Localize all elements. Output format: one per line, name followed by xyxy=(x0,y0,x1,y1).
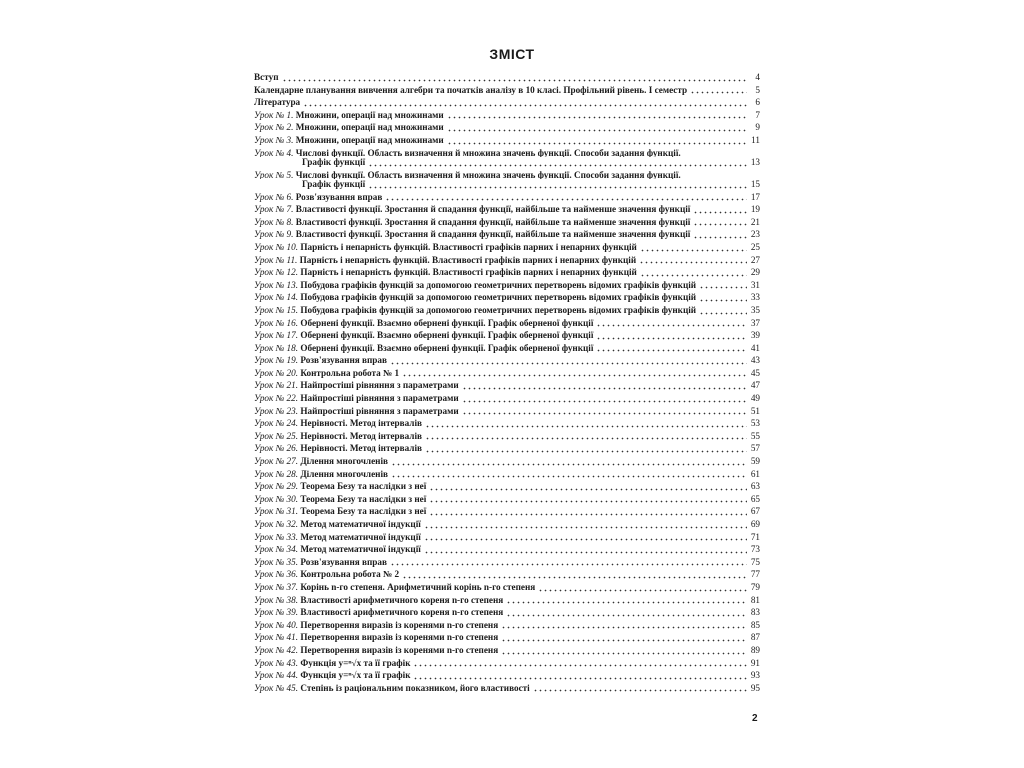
entry-page-number: 47 xyxy=(750,380,760,391)
dot-leader xyxy=(368,180,747,189)
entry-title: Парність і непарність функцій. Властивості графіків парних і непарних функцій xyxy=(300,241,637,252)
toc-entry xyxy=(254,291,760,304)
entry-page-number: 5 xyxy=(755,84,760,95)
toc-entry xyxy=(254,134,760,147)
dot-leader xyxy=(462,381,747,390)
entry-page-number: 9 xyxy=(755,122,760,133)
entry-title: Нерівності. Метод інтервалів xyxy=(300,418,422,429)
lesson-number: Урок № 3. xyxy=(254,134,294,145)
lesson-number: Урок № 6. xyxy=(254,191,294,202)
lesson-number: Урок № 40. xyxy=(254,619,299,630)
lesson-number: Урок № 26. xyxy=(254,443,299,454)
lesson-number: Урок № 18. xyxy=(254,342,299,353)
entry-title: Теорема Безу та наслідки з неї xyxy=(300,506,427,517)
entry-title: Числові функції. Область визначення й множина значень функції. Способи задання функції. xyxy=(295,169,681,179)
toc-entry xyxy=(254,619,760,632)
toc-entry xyxy=(254,644,760,657)
lesson-number: Урок № 30. xyxy=(254,493,299,504)
entry-title: Функція y=ⁿ√x та її графік xyxy=(300,657,411,668)
lesson-number: Урок № 31. xyxy=(254,506,299,517)
entry-title: Обернені функції. Взаємно обернені функції. Графік оберненої функції xyxy=(300,317,594,328)
entry-page-number: 45 xyxy=(750,367,760,378)
toc-entry xyxy=(254,379,760,392)
lesson-number: Урок № 38. xyxy=(254,594,299,605)
toc-entry xyxy=(254,147,760,169)
dot-leader xyxy=(425,444,747,453)
toc-entry xyxy=(254,543,760,556)
entry-page-number: 67 xyxy=(750,506,760,517)
entry-title: Побудова графіків функцій за допомогою геометричних перетворень відомих графіків функцій xyxy=(300,279,697,290)
entry-page-number: 49 xyxy=(750,393,760,404)
entry-title: Множини, операції над множинами xyxy=(295,109,444,120)
entry-page-number: 93 xyxy=(750,670,760,681)
toc-entry xyxy=(254,241,760,254)
toc-entry xyxy=(254,505,760,518)
entry-title: Розв'язування вправ xyxy=(295,191,383,202)
dot-leader xyxy=(282,73,748,82)
entry-page-number: 53 xyxy=(750,418,760,429)
toc-entry xyxy=(254,191,760,204)
dot-leader xyxy=(639,255,747,264)
dot-leader xyxy=(402,368,747,377)
lesson-number: Урок № 1. xyxy=(254,109,294,120)
dot-leader xyxy=(501,633,747,642)
dot-leader xyxy=(391,469,747,478)
entry-title: Множини, операції над множинами xyxy=(295,134,444,145)
toc-entry xyxy=(254,430,760,443)
lesson-number: Урок № 32. xyxy=(254,519,299,529)
dot-leader xyxy=(596,343,747,352)
entry-title: Функція y=ⁿ√x та її графік xyxy=(300,670,411,681)
toc-entry xyxy=(254,71,760,84)
dot-leader xyxy=(699,280,747,289)
dot-leader xyxy=(640,243,747,252)
toc-entry-second-line xyxy=(254,179,760,191)
toc-entry xyxy=(254,455,760,468)
lesson-number: Урок № 23. xyxy=(254,405,299,416)
entry-title: Найпростіші рівняння з параметрами xyxy=(300,405,459,416)
entry-page-number: 87 xyxy=(750,632,760,643)
entry-title: Метод математичної індукції xyxy=(300,544,421,555)
entry-page-number: 21 xyxy=(750,216,760,227)
entry-page-number: 13 xyxy=(750,156,760,167)
lesson-number: Урок № 33. xyxy=(254,531,299,542)
toc-entry xyxy=(254,254,760,267)
entry-page-number: 43 xyxy=(750,355,760,366)
lesson-number: Урок № 29. xyxy=(254,481,299,492)
toc-entry xyxy=(254,631,760,644)
lesson-number: Урок № 37. xyxy=(254,581,299,592)
entry-page-number: 15 xyxy=(750,178,760,189)
entry-title: Властивості функції. Зростання й спадання функції, найбільше та найменше значення функції xyxy=(295,216,691,227)
dot-leader xyxy=(538,583,747,592)
dot-leader xyxy=(424,532,747,541)
lesson-number: Урок № 21. xyxy=(254,380,299,391)
dot-leader xyxy=(693,230,747,239)
toc-entry xyxy=(254,169,760,191)
toc-entry xyxy=(254,304,760,317)
entry-page-number: 89 xyxy=(750,644,760,655)
entry-title: Ділення многочленів xyxy=(300,468,388,479)
entry-page-number: 29 xyxy=(750,267,760,278)
dot-leader xyxy=(501,646,747,655)
toc-entry xyxy=(254,556,760,569)
page-number: 2 xyxy=(752,713,758,724)
entry-title: Найпростіші рівняння з параметрами xyxy=(300,380,459,391)
dot-leader xyxy=(596,318,747,327)
lesson-number: Урок № 45. xyxy=(254,682,299,693)
dot-leader xyxy=(506,608,747,617)
entry-page-number: 4 xyxy=(755,72,760,82)
entry-title: Степінь із раціональним показником, його властивості xyxy=(300,682,530,693)
toc-entry-second-line xyxy=(254,157,760,169)
dot-leader xyxy=(690,85,747,94)
entry-page-number: 33 xyxy=(750,292,760,303)
entry-title: Вступ xyxy=(254,72,279,82)
lesson-number: Урок № 10. xyxy=(254,241,299,252)
dot-leader xyxy=(640,268,747,277)
lesson-number: Урок № 17. xyxy=(254,330,299,341)
entry-page-number: 27 xyxy=(750,254,760,265)
entry-title: Контрольна робота № 2 xyxy=(300,569,400,580)
entry-page-number: 65 xyxy=(750,493,760,504)
toc-entry xyxy=(254,442,760,455)
entry-page-number: 91 xyxy=(750,657,760,668)
entry-page-number: 55 xyxy=(750,430,760,441)
toc-entry xyxy=(254,531,760,544)
entry-page-number: 79 xyxy=(750,581,760,592)
entry-page-number: 31 xyxy=(750,279,760,290)
lesson-number: Урок № 41. xyxy=(254,632,299,643)
entry-page-number: 83 xyxy=(750,607,760,618)
entry-page-number: 85 xyxy=(750,619,760,630)
dot-leader xyxy=(413,658,747,667)
dot-leader xyxy=(693,217,747,226)
dot-leader xyxy=(462,394,747,403)
toc-entry xyxy=(254,228,760,241)
lesson-number: Урок № 2. xyxy=(254,122,294,133)
dot-leader xyxy=(429,482,747,491)
dot-leader xyxy=(413,671,747,680)
dot-leader xyxy=(447,136,747,145)
entry-page-number: 77 xyxy=(750,569,760,580)
toc-entry xyxy=(254,518,760,531)
entry-title: Література xyxy=(254,97,301,108)
lesson-number: Урок № 44. xyxy=(254,670,299,681)
entry-page-number: 11 xyxy=(751,134,760,145)
dot-leader xyxy=(425,419,747,428)
dot-leader xyxy=(501,620,747,629)
entry-title: Метод математичної індукції xyxy=(300,531,421,542)
dot-leader xyxy=(425,431,747,440)
toc-entry xyxy=(254,581,760,594)
entry-title: Властивості функції. Зростання й спадання функції, найбільше та найменше значення функції xyxy=(295,229,691,240)
entry-page-number: 95 xyxy=(750,682,760,693)
entry-page-number: 7 xyxy=(755,109,760,120)
entry-title: Нерівності. Метод інтервалів xyxy=(300,430,422,441)
entry-title: Властивості функції. Зростання й спадання функції, найбільше та найменше значення функції xyxy=(295,204,691,215)
toc-entry xyxy=(254,405,760,418)
lesson-number: Урок № 12. xyxy=(254,267,299,278)
lesson-number: Урок № 24. xyxy=(254,418,299,429)
toc-entry xyxy=(254,203,760,216)
toc-entry xyxy=(254,392,760,405)
dot-leader xyxy=(402,570,747,579)
entry-page-number: 37 xyxy=(750,317,760,328)
entry-page-number: 51 xyxy=(750,405,760,416)
lesson-number: Урок № 36. xyxy=(254,569,299,580)
toc-entry xyxy=(254,317,760,330)
lesson-number: Урок № 27. xyxy=(254,456,299,467)
entry-title: Властивості арифметичного кореня n-го степеня xyxy=(300,594,504,605)
entry-page-number: 73 xyxy=(750,544,760,555)
dot-leader xyxy=(699,306,747,315)
entry-title: Контрольна робота № 1 xyxy=(300,367,400,378)
toc-entry xyxy=(254,417,760,430)
dot-leader xyxy=(391,457,747,466)
lesson-number: Урок № 14. xyxy=(254,292,299,303)
page-title: ЗМІСТ xyxy=(489,46,535,62)
dot-leader xyxy=(447,110,747,119)
entry-title: Побудова графіків функцій за допомогою геометричних перетворень відомих графіків функцій xyxy=(300,304,697,315)
toc-entry xyxy=(254,84,760,97)
entry-page-number: 71 xyxy=(750,531,760,542)
entry-page-number: 81 xyxy=(750,594,760,605)
dot-leader xyxy=(303,98,747,107)
entry-title: Обернені функції. Взаємно обернені функції. Графік оберненої функції xyxy=(300,330,594,341)
entry-page-number: 19 xyxy=(750,204,760,215)
toc-entry xyxy=(254,329,760,342)
lesson-number: Урок № 20. xyxy=(254,367,299,378)
lesson-number: Урок № 7. xyxy=(254,204,294,215)
entry-title: Перетворення виразів із коренями n-го степеня xyxy=(300,644,499,655)
toc-entry xyxy=(254,594,760,607)
toc-entry xyxy=(254,354,760,367)
toc-entry xyxy=(254,342,760,355)
dot-leader xyxy=(693,205,747,214)
lesson-number: Урок № 25. xyxy=(254,430,299,441)
entry-title: Корінь n-го степеня. Арифметичний корінь n-го степеня xyxy=(300,581,536,592)
dot-leader xyxy=(368,158,747,167)
entry-page-number: 23 xyxy=(750,229,760,240)
toc-entry xyxy=(254,493,760,506)
toc-entry xyxy=(254,568,760,581)
lesson-number: Урок № 28. xyxy=(254,468,299,479)
entry-page-number: 61 xyxy=(750,468,760,479)
entry-title: Множини, операції над множинами xyxy=(295,122,444,133)
entry-title: Розв'язування вправ xyxy=(300,556,387,567)
lesson-number: Урок № 11. xyxy=(254,254,298,265)
toc-entry xyxy=(254,480,760,493)
lesson-number: Урок № 43. xyxy=(254,657,299,668)
dot-leader xyxy=(533,683,747,692)
lesson-number: Урок № 15. xyxy=(254,304,299,315)
entry-title: Парність і непарність функцій. Властивості графіків парних і непарних функцій xyxy=(299,254,637,265)
entry-title: Розв'язування вправ xyxy=(300,355,387,366)
toc-entry xyxy=(254,468,760,481)
entry-title: Числові функції. Область визначення й множина значень функції. Способи задання функції. xyxy=(295,147,681,157)
toc-entry xyxy=(254,367,760,380)
dot-leader xyxy=(429,507,747,516)
entry-title: Перетворення виразів із коренями n-го степеня xyxy=(300,632,499,643)
entry-page-number: 17 xyxy=(750,191,760,202)
toc-entry xyxy=(254,657,760,670)
entry-page-number: 39 xyxy=(750,330,760,341)
entry-title-continuation: Графік функції xyxy=(302,178,366,189)
entry-title: Перетворення виразів із коренями n-го степеня xyxy=(300,619,499,630)
entry-title: Обернені функції. Взаємно обернені функції. Графік оберненої функції xyxy=(300,342,594,353)
entry-page-number: 63 xyxy=(750,481,760,492)
entry-title: Найпростіші рівняння з параметрами xyxy=(300,393,459,404)
dot-leader xyxy=(506,595,747,604)
toc-entry xyxy=(254,109,760,122)
lesson-number: Урок № 34. xyxy=(254,544,299,555)
toc-entry xyxy=(254,682,760,695)
toc-entry xyxy=(254,96,760,109)
entry-page-number: 6 xyxy=(755,97,760,108)
entry-page-number: 35 xyxy=(750,304,760,315)
entry-title: Парність і непарність функцій. Властивості графіків парних і непарних функцій xyxy=(300,267,637,278)
entry-title: Нерівності. Метод інтервалів xyxy=(300,443,422,454)
toc-entry xyxy=(254,266,760,279)
lesson-number: Урок № 22. xyxy=(254,393,299,404)
dot-leader xyxy=(429,494,747,503)
entry-title: Теорема Безу та наслідки з неї xyxy=(300,493,427,504)
dot-leader xyxy=(447,123,747,132)
entry-title: Властивості арифметичного кореня n-го степеня xyxy=(300,607,504,618)
toc-entry xyxy=(254,121,760,134)
lesson-number: Урок № 4. xyxy=(254,147,294,157)
toc-entry xyxy=(254,606,760,619)
toc-entry xyxy=(254,669,760,682)
dot-leader xyxy=(390,557,747,566)
toc-entry xyxy=(254,279,760,292)
entry-title: Ділення многочленів xyxy=(300,456,388,467)
lesson-number: Урок № 19. xyxy=(254,355,299,366)
dot-leader xyxy=(596,331,747,340)
lesson-number: Урок № 5. xyxy=(254,169,294,179)
entry-page-number: 59 xyxy=(750,456,760,467)
lesson-number: Урок № 8. xyxy=(254,216,294,227)
entry-page-number: 57 xyxy=(750,443,760,454)
entry-page-number: 75 xyxy=(750,556,760,567)
entry-title: Теорема Безу та наслідки з неї xyxy=(300,481,427,492)
lesson-number: Урок № 42. xyxy=(254,644,299,655)
entry-page-number: 25 xyxy=(750,241,760,252)
lesson-number: Урок № 39. xyxy=(254,607,299,618)
entry-page-number: 69 xyxy=(750,519,760,529)
table-of-contents xyxy=(254,71,760,694)
dot-leader xyxy=(699,293,747,302)
toc-entry xyxy=(254,216,760,229)
entry-title: Календарне планування вивчення алгебри та початків аналізу в 10 класі. Профільний рівень. I семестр xyxy=(254,84,688,95)
dot-leader xyxy=(424,520,747,529)
lesson-number: Урок № 13. xyxy=(254,279,299,290)
entry-page-number: 41 xyxy=(750,342,760,353)
entry-title: Побудова графіків функцій за допомогою геометричних перетворень відомих графіків функцій xyxy=(300,292,697,303)
entry-title: Метод математичної індукції xyxy=(300,519,421,529)
lesson-number: Урок № 35. xyxy=(254,556,299,567)
lesson-number: Урок № 16. xyxy=(254,317,299,328)
dot-leader xyxy=(390,356,747,365)
dot-leader xyxy=(424,545,747,554)
lesson-number: Урок № 9. xyxy=(254,229,294,240)
dot-leader xyxy=(462,406,747,415)
entry-title-continuation: Графік функції xyxy=(302,156,366,167)
dot-leader xyxy=(385,192,747,201)
